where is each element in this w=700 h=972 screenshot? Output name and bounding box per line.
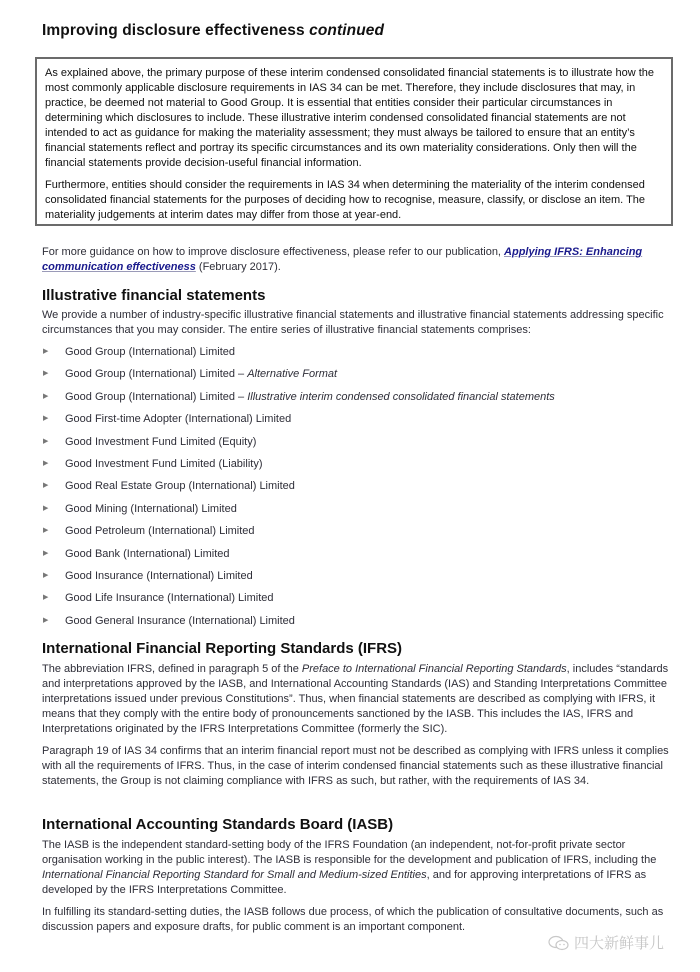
ifrs-paragraph-2: Paragraph 19 of IAS 34 confirms that an interim financial report must not be described as complying with IFRS unless it complies with all the requirements of IFRS. Thus, in the case of interim condensed financial statements such as these illustrative financial statements, the Group is not claiming compliance with IFRS as such, but rather, with the requirements of IAS 34. [42,745,669,787]
bullet-triangle-icon: ▶ [43,459,49,467]
iasb-p1-italic: International Financial Reporting Standard for Small and Medium-sized Entities [42,869,427,881]
ifrs-heading: International Financial Reporting Standards (IFRS) [42,640,403,657]
wechat-icon [548,935,570,951]
list-item-text: Good Group (International) Limited – [65,368,248,381]
list-item [42,434,662,456]
list-item [42,590,662,612]
list-item [42,613,662,635]
illustrative-intro: We provide a number of industry-specific illustrative financial statements and illustrative financial statements addressing specific circumstances that you may consider. The entire series of illustrative financial statements comprises: [42,309,664,336]
list-item [42,366,662,388]
list-item-text: Good Group (International) Limited [65,346,235,358]
bullet-triangle-icon: ▶ [43,527,49,535]
page-title [42,22,384,40]
list-item [42,389,662,411]
iasb-heading: International Accounting Standards Board (IASB) [42,816,394,833]
list-item-text: Good Investment Fund Limited (Liability) [65,457,263,470]
list-item-text: Good Group (International) Limited – [65,390,248,403]
callout-paragraph-1: As explained above, the primary purpose of these interim condensed consolidated financial statements is to illustrate how the most commonly applicable disclosure requirements in IAS 34 can be met. Therefore, they include disclosures that may, in practice, be deemed not material to Good Group. It is essential that entities consider their particular circumstances in determining which disclosures to include. These illustrative interim condensed consolidated financial statements are not intended to act as guidance for making the materiality assessment; they must always be tailored to ensure that an entity’s financial statements reflect and portray its specific circumstances and its own materiality considerations. Only then will the financial statements provide decision-useful financial information. [45,67,655,169]
bullet-triangle-icon: ▶ [43,348,49,355]
ifrs-p1-italic: Preface to International Financial Reporting Standards [301,663,567,675]
list-item [42,568,662,590]
ifrs-p1-text: The abbreviation IFRS, defined in paragraph 5 of the [42,663,302,675]
ifrs-paragraph-1 [42,662,672,737]
bullet-triangle-icon: ▶ [43,571,49,579]
bullet-triangle-icon: ▶ [43,415,49,423]
list-item-text: Good Investment Fund Limited (Equity) [65,435,257,448]
bullet-triangle-icon: ▶ [43,370,49,378]
bullet-triangle-icon: ▶ [43,594,49,602]
list-item-text: Good Petroleum (International) Limited [65,525,255,538]
list-item-text: Good General Insurance (International) Limited [65,614,295,627]
list-item [42,546,662,568]
bullet-triangle-icon: ▶ [43,437,49,445]
list-item-italic: Illustrative interim condensed consolidated financial statements [247,390,555,403]
list-item-text: Good Bank (International) Limited [65,547,230,560]
bullet-triangle-icon: ▶ [43,549,49,557]
list-item [42,478,662,500]
list-item [42,456,662,478]
watermark-text: 四大新鲜事儿 [574,934,665,952]
list-item-text: Good Real Estate Group (International) Limited [65,480,295,493]
guidance-text-after: (February 2017). [195,261,281,273]
page-title-text: Improving disclosure effectiveness [42,22,305,39]
publication-link[interactable]: Applying IFRS: Enhancing communication effectiveness [42,246,643,273]
materiality-callout-box [35,57,673,226]
illustrative-heading: Illustrative financial statements [42,287,266,304]
callout-paragraph-2: Furthermore, entities should consider the requirements in IAS 34 when determining the materiality of the interim condensed consolidated financial statements for the purposes of deciding how to recognise, measure, classify, or disclose an item. The materiality judgements at interim dates may differ from those at year-end. [45,179,646,221]
ifrs-p1-text-after: , includes “standards and interpretations approved by the IASB, and International Accounting Standards (IAS) and Standing Interpretations Committee interpretations issued under previous Constitutions”. Thus, when financial statements are described as complying with IFRS, it means that they comply with the entire body of pronouncements sanctioned by the IASB. This includes the IAS, IFRS and Interpretations originated by the IFRS Interpretations Committee (formerly the SIC). [42,663,669,735]
bullet-triangle-icon: ▶ [43,392,49,400]
watermark [548,932,664,953]
list-item [42,411,662,433]
list-item [42,501,662,523]
iasb-p1-text-after: , and for approving interpretations of IFRS as developed by the IFRS Interpretations Committee. [42,869,647,896]
guidance-text-before: For more guidance on how to improve disclosure effectiveness, please refer to our publication, [42,246,505,258]
guidance-paragraph [42,245,672,275]
list-item [42,523,662,545]
bullet-triangle-icon: ▶ [43,616,49,624]
bullet-triangle-icon: ▶ [43,482,49,490]
iasb-p1-text: The IASB is the independent standard-setting body of the IFRS Foundation (an independent, not-for-profit private sector organisation working in the public interest). The IASB is responsible for the development and publication of IFRS, including the [42,839,657,866]
list-item-text: Good Mining (International) Limited [65,502,237,515]
bullet-triangle-icon: ▶ [43,504,49,512]
iasb-paragraph-1 [42,838,672,898]
list-item [42,344,662,366]
list-item-text: Good Insurance (International) Limited [65,569,253,582]
list-item-italic: Alternative Format [247,368,338,381]
iasb-paragraph-2: In fulfilling its standard-setting duties, the IASB follows due process, of which the publication of consultative documents, such as discussion papers and exposure drafts, for public comment is an important component. [42,906,664,933]
list-item-text: Good Life Insurance (International) Limited [65,592,274,605]
list-item-text: Good First-time Adopter (International) Limited [65,413,292,426]
page-title-suffix: continued [309,22,385,39]
illustrative-statements-list [42,344,662,635]
